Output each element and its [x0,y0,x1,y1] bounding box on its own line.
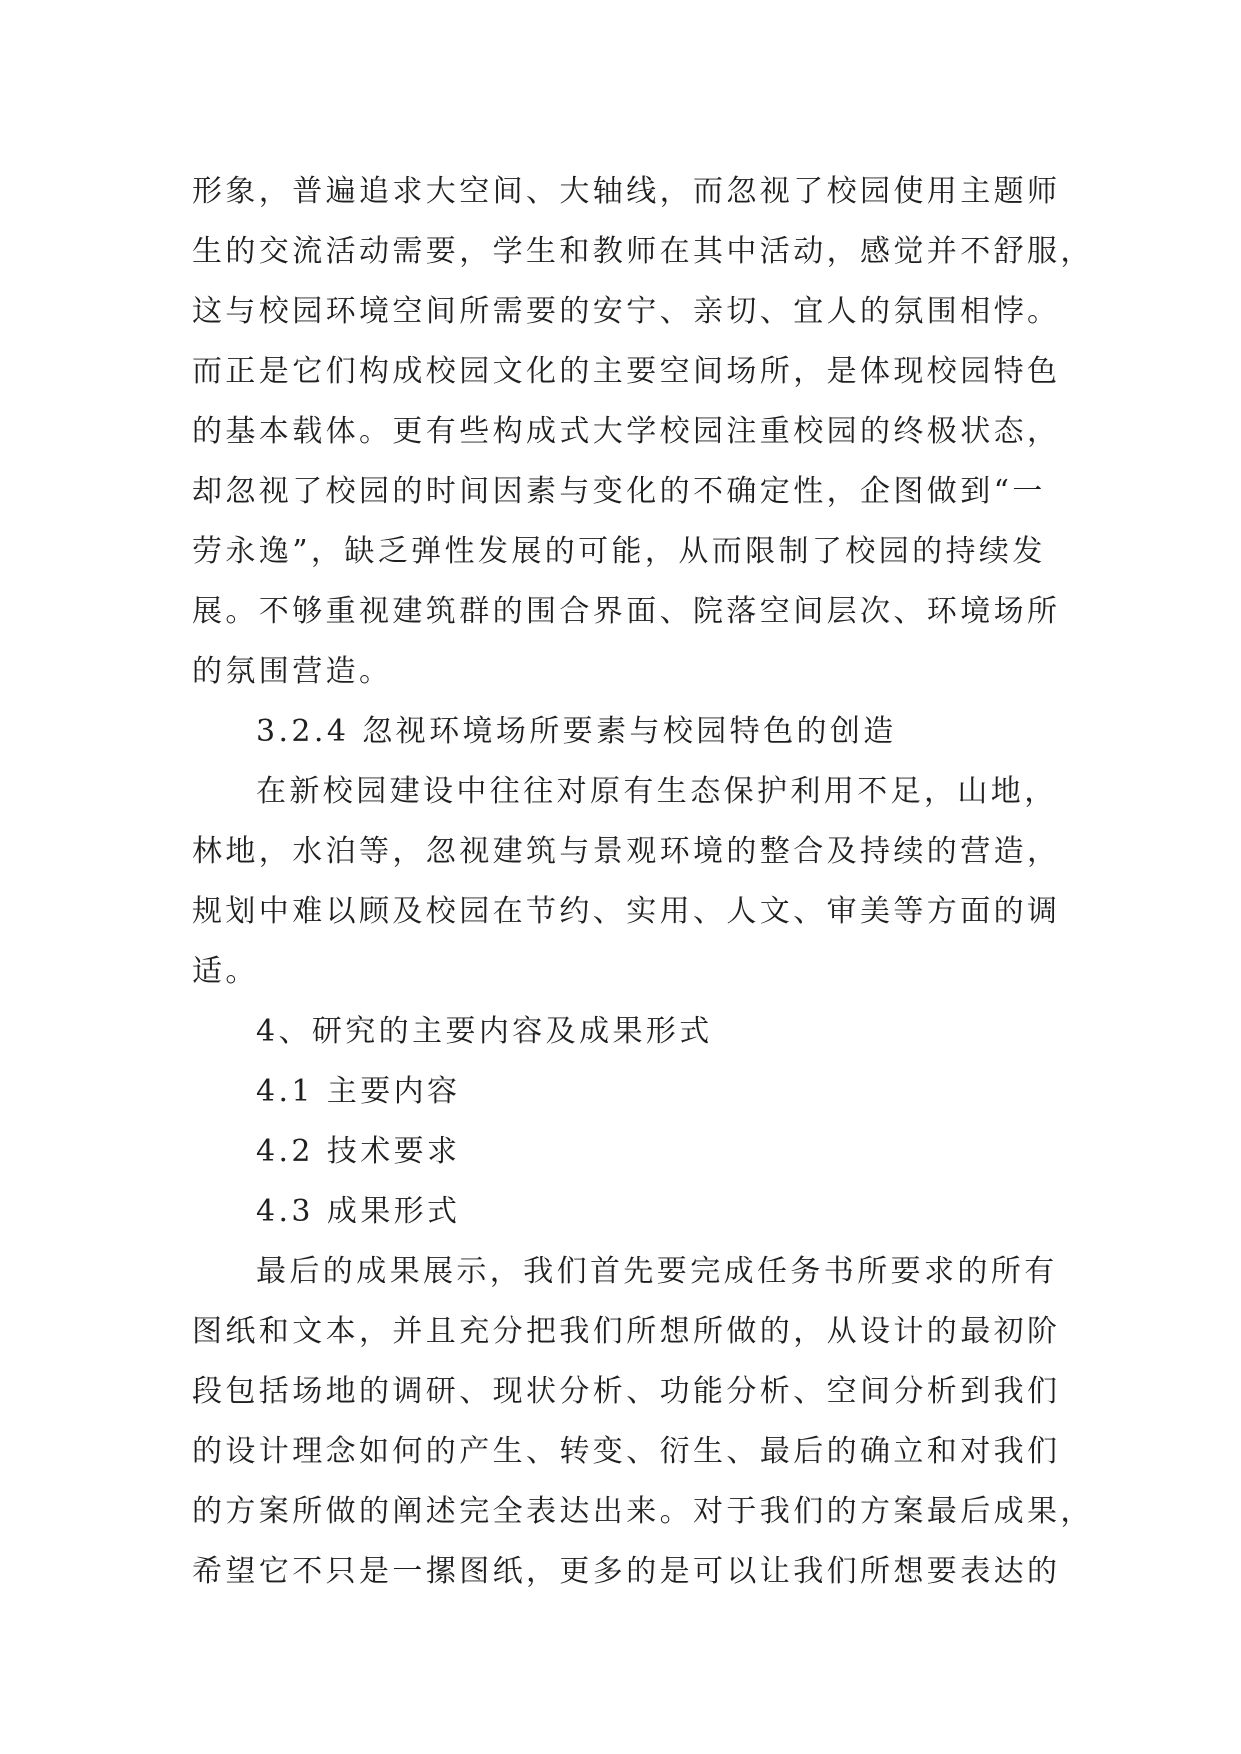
text-line: 适。 [192,954,259,989]
section-heading: 3.2.4 忽视环境场所要素与校园特色的创造 [256,714,897,749]
document-body [192,162,1094,1602]
section-heading: 4.2 技术要求 [256,1134,461,1169]
text-line: 的氛围营造。 [192,654,393,689]
text-line: 段包括场地的调研、现状分析、功能分析、空间分析到我们 [192,1374,1061,1409]
text-line: 图纸和文本，并且充分把我们所想所做的，从设计的最初阶 [192,1314,1061,1349]
text-line: 希望它不只是一摞图纸，更多的是可以让我们所想要表达的 [192,1554,1061,1589]
section-heading: 4.3 成果形式 [256,1194,461,1229]
text-line: 形象，普遍追求大空间、大轴线，而忽视了校园使用主题师 [192,174,1061,209]
section-heading: 4.1 主要内容 [256,1074,461,1109]
text-line: 的方案所做的阐述完全表达出来。对于我们的方案最后成果， [192,1494,1094,1529]
text-line: 生的交流活动需要，学生和教师在其中活动，感觉并不舒服， [192,234,1094,269]
text-line: 林地，水泊等，忽视建筑与景观环境的整合及持续的营造， [192,834,1061,869]
text-line: 这与校园环境空间所需要的安宁、亲切、宜人的氛围相悖。 [192,294,1061,329]
text-line: 而正是它们构成校园文化的主要空间场所，是体现校园特色 [192,354,1061,389]
text-line: 却忽视了校园的时间因素与变化的不确定性，企图做到“一 [192,474,1046,509]
text-line: 展。不够重视建筑群的围合界面、院落空间层次、环境场所 [192,594,1061,629]
section-heading: 4、研究的主要内容及成果形式 [256,1014,713,1049]
text-line: 劳永逸”，缺乏弹性发展的可能，从而限制了校园的持续发 [192,534,1046,569]
text-line: 最后的成果展示，我们首先要完成任务书所要求的所有 [256,1254,1058,1289]
text-line: 在新校园建设中往往对原有生态保护利用不足，山地， [256,774,1058,809]
text-line: 的设计理念如何的产生、转变、衍生、最后的确立和对我们 [192,1434,1061,1469]
text-line: 的基本载体。更有些构成式大学校园注重校园的终极状态， [192,414,1061,449]
text-line: 规划中难以顾及校园在节约、实用、人文、审美等方面的调 [192,894,1061,929]
